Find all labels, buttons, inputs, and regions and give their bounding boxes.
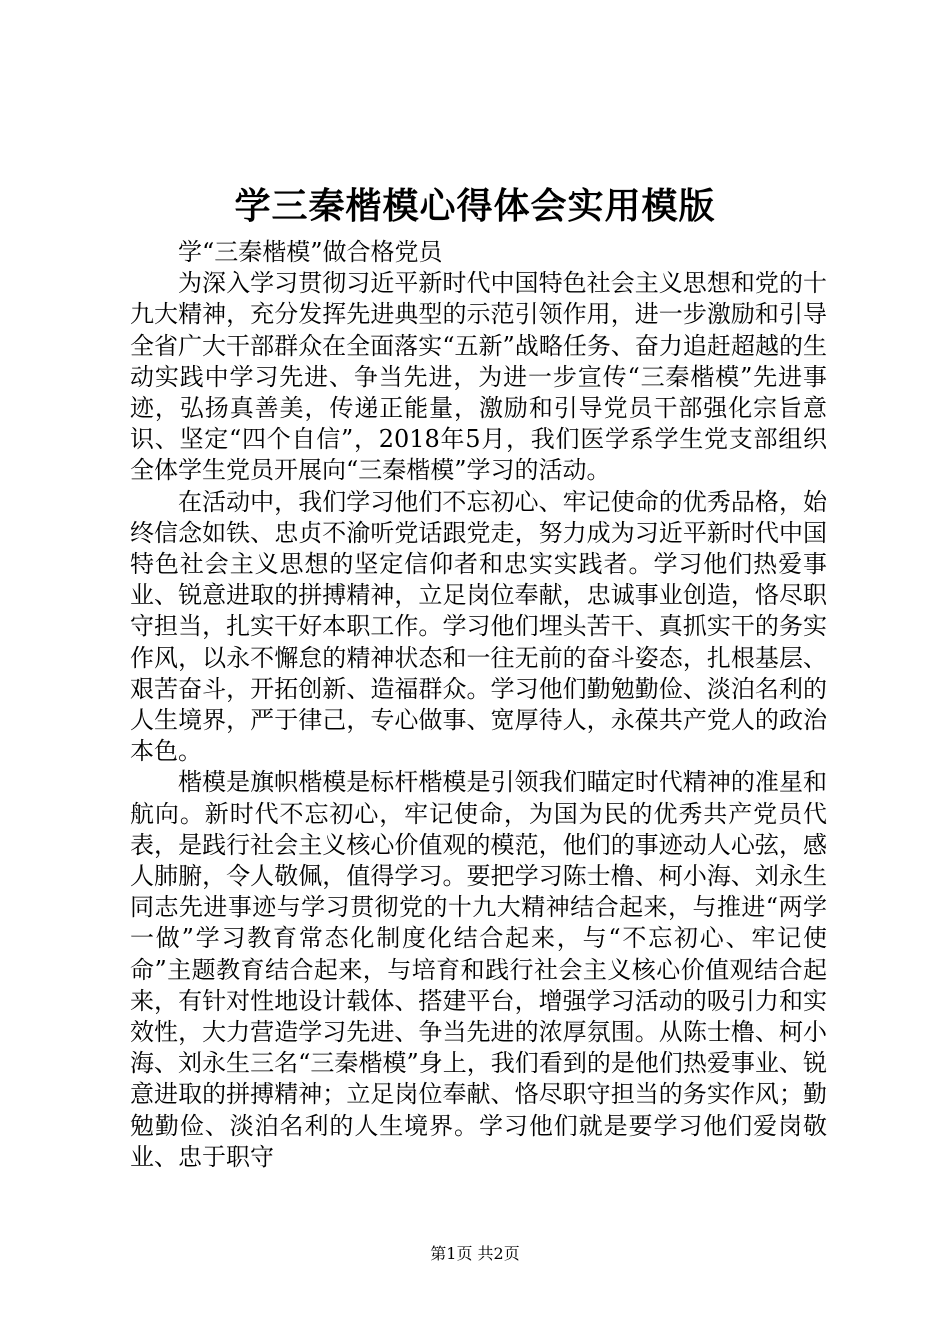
paragraph: 楷模是旗帜楷模是标杆楷模是引领我们瞄定时代精神的准星和航向。新时代不忘初心，牢记使命，为国为民的优秀共产党员代表，是践行社会主义核心价值观的模范，他们的事迹动人心弦，感人肺腑，令人敬佩，值得学习。要把学习陈士橹、柯小海、刘永生同志先进事迹与学习贯彻党的十九大精神结合起来，与推进“两学一做”学习教育常态化制度化结合起来，与“不忘初心、牢记使命”主题教育结合起来，与培育和践行社会主义核心价值观结合起来，有针对性地设计载体、搭建平台，增强学习活动的吸引力和实效性，大力营造学习先进、争当先进的浓厚氛围。从陈士橹、柯小海、刘永生三名“三秦楷模”身上，我们看到的是他们热爱事业、锐意进取的拼搏精神；立足岗位奉献、恪尽职守担当的务实作风；勤勉勤俭、淡泊名利的人生境界。学习他们就是要学习他们爱岗敬业、忠于职守 [130,768,827,1171]
paragraph: 在活动中，我们学习他们不忘初心、牢记使命的优秀品格，始终信念如铁、忠贞不渝听党话跟党走，努力成为习近平新时代中国特色社会主义思想的坚定信仰者和忠实实践者。学习他们热爱事业、锐意进取的拼搏精神，立足岗位奉献，忠诚事业创造，恪尽职守担当，扎实干好本职工作。学习他们埋头苦干、真抓实干的务实作风，以永不懈怠的精神状态和一往无前的奋斗姿态，扎根基层、艰苦奋斗，开拓创新、造福群众。学习他们勤勉勤俭、淡泊名利的人生境界，严于律己，专心做事、宽厚待人，永葆共产党人的政治本色。 [130,487,827,766]
paragraph-subtitle: 学“三秦楷模”做合格党员 [178,238,443,266]
document-body [130,237,827,1173]
paragraph: 为深入学习贯彻习近平新时代中国特色社会主义思想和党的十九大精神，充分发挥先进典型的示范引领作用，进一步激励和引导全省广大干部群众在全面落实“五新”战略任务、奋力追赶超越的生动实践中学习先进、争当先进，为进一步宣传“三秦楷模”先进事迹，弘扬真善美，传递正能量，激励和引导党员干部强化宗旨意识、坚定“四个自信”，2018年5月，我们医学系学生党支部组织全体学生党员开展向“三秦楷模”学习的活动。 [130,269,827,485]
page-footer: 第1页 共2页 [430,1244,520,1263]
document-title: 学三秦楷模心得体会实用模版 [234,186,716,227]
